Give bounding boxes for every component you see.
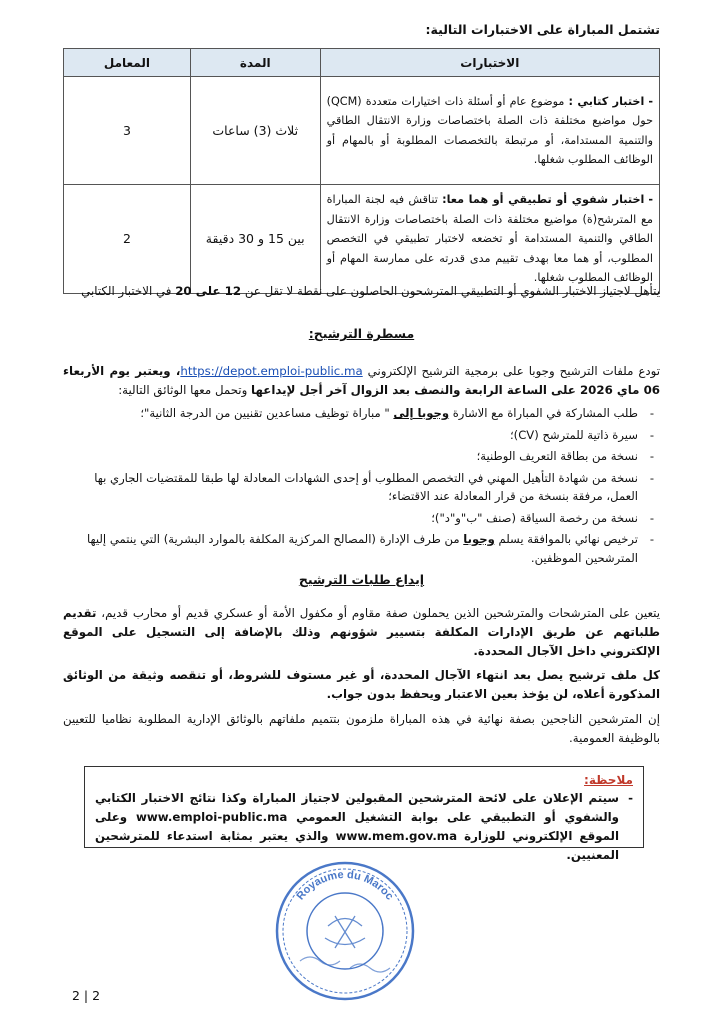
stamp-text: Royaume du Maroc (294, 868, 396, 903)
emploi-public-site[interactable]: www.emploi-public.ma (135, 810, 288, 824)
list-item: - نسخة من بطاقة التعريف الوطنية؛ (63, 447, 660, 466)
table-row (64, 185, 660, 294)
list-item: - نسخة من شهادة التأهيل المهني في التخصص المطلوب أو إحدى الشهادات المعادلة لها طبقا للمقتضيات الجاري بها العمل، مرفقة بنسخة من قرار المعادلة عند الاقتضاء؛ (63, 469, 660, 506)
submission-heading: إيداع طلبات الترشيح (298, 572, 425, 587)
written-exam-cell: -اختبار كتابي : موضوع عام أو أسئلة ذات اختيارات متعددة (QCM) حول مواضيع مختلفة ذات الصلة باختصاصات وزارة الانتقال الطاقي والتنمية المستدامة، أو مرتبطة بالتخصصات المطلوبة أو بالمهام أو الوظائف المطلوب شغلها. (320, 77, 659, 185)
qualifying-score: 12 على 20 (175, 284, 242, 298)
list-item: - نسخة من رخصة السياقة (صنف "ب"و"د")؛ (63, 509, 660, 528)
submission-paragraph-2: كل ملف ترشيح يصل بعد انتهاء الآجال المحددة، أو غير مستوف للشروط، أو تنقصه وثيقة من الوثائق المذكورة أعلاه، لن يؤخذ بعين الاعتبار ويحفظ بدون جواب. (63, 668, 660, 701)
header-exams: الاختبارات (320, 49, 659, 77)
exams-table (63, 48, 660, 294)
required-documents-list (63, 404, 660, 570)
oral-exam-duration: بين 15 و 30 دقيقة (190, 185, 320, 294)
header-duration: المدة (190, 49, 320, 77)
oral-exam-coefficient: 2 (64, 185, 191, 294)
header-coefficient: المعامل (64, 49, 191, 77)
note-text: - سيتم الإعلان على لائحة المترشحين المقبولين لاجتياز المباراة وكذا نتائج الاختبار الكتابي والشفوي أو التطبيقي على بوابة التشغيل العمومي www.emploi-public.ma وعلى الموقع الإلكتروني للوزارة www.mem.gov.ma والذي يعتبر بمثابة استدعاء للمترشحين المعنيين. (95, 789, 633, 865)
table-row (64, 77, 660, 185)
submission-paragraph-3: إن المترشحين الناجحين بصفة نهائية في هذه المباراة ملزمون بتتميم ملفاتهم بالوثائق الإدارية المطلوبة نظاميا للتعيين بالوظيفة العمومية. (63, 712, 660, 745)
submission-paragraph-1: يتعين على المترشحات والمترشحين الذين يحملون صفة مقاوم أو مكفول الأمة أو عسكري قديم أو محارب قديم، تقديم طلباتهم عن طريق الإدارات المكلفة بتسيير شؤونهم وذلك بالإضافة إلى التسجيل على الموقع الإلكتروني داخل الآجال المحددة. (63, 606, 660, 658)
list-item: - ترخيص نهائي بالموافقة يسلم وجوبا من طرف الإدارة (المصالح المركزية المكلفة بالموارد البشرية) التي ينتمي إليها المترشحين الموظفين. (63, 530, 660, 567)
oral-exam-text: تناقش فيه لجنة المباراة مع المترشح(ة) مواضيع مختلفة ذات الصلة باختصاصات وزارة الانتقال الطاقي والتنمية المستدامة أو تخضعه لاختبار تطبيقي في التخصص المطلوب، أو هما معا بهدف تقييم مدى قدرته على ممارسة المهام أو الوظائف المطلوب شغلها. (326, 193, 653, 284)
oral-qualification-note: يتأهل لاجتياز الاختبار الشفوي أو التطبيقي المترشحون الحاصلون على نقطة لا تقل عن 12 على 20 في الاختبار الكتابي (81, 284, 660, 298)
depot-link[interactable]: https://depot.emploi-public.ma (180, 364, 363, 378)
mem-site[interactable]: www.mem.gov.ma (335, 829, 458, 843)
written-exam-text: موضوع عام أو أسئلة ذات اختيارات متعددة (QCM) حول مواضيع مختلفة ذات الصلة باختصاصات وزارة الانتقال الطاقي والتنمية المستدامة، أو مرتبطة بالتخصصات المطلوبة أو بالمهام أو الوظائف المطلوب شغلها. (326, 94, 653, 166)
note-title: ملاحظة: (584, 773, 633, 787)
procedure-paragraph: تودع ملفات الترشيح وجوبا على برمجية الترشيح الإلكتروني https://depot.emploi-public.ma، ويعتبر يوم الأربعاء 06 ماي 2026 على الساعة الرابعة والنصف بعد الزوال آخر أجل لإيداعها وتحمل معها الوثائق التالية: (63, 364, 660, 397)
written-exam-coefficient: 3 (64, 77, 191, 185)
oral-exam-title: اختبار شفوي أو تطبيقي أو هما معا: (442, 193, 645, 206)
written-exam-duration: ثلاث (3) ساعات (190, 77, 320, 185)
note-box (84, 766, 644, 862)
page-number: 2 | 2 (72, 988, 101, 1003)
official-stamp-icon (270, 856, 420, 1006)
exams-intro: تشتمل المباراة على الاختبارات التالية: (425, 22, 660, 37)
procedure-heading: مسطرة الترشيح: (308, 326, 415, 341)
list-item: - سيرة ذاتية للمترشح (CV)؛ (63, 426, 660, 445)
oral-exam-cell: -اختبار شفوي أو تطبيقي أو هما معا: تناقش فيه لجنة المباراة مع المترشح(ة) مواضيع مختلفة ذات الصلة باختصاصات وزارة الانتقال الطاقي والتنمية المستدامة أو تخضعه لاختبار تطبيقي في التخصص المطلوب، أو هما معا بهدف تقييم مدى قدرته على ممارسة المهام أو الوظائف المطلوب شغلها. (320, 185, 659, 294)
deadline-text: ، ويعتبر يوم الأربعاء 06 ماي 2026 على الساعة الرابعة والنصف بعد الزوال آخر أجل لإيداعها (63, 364, 660, 397)
written-exam-title: اختبار كتابي : (568, 94, 645, 108)
list-item: - طلب المشاركة في المباراة مع الاشارة وجوبا إلى " مباراة توظيف مساعدين تقنيين من الدرجة الثانية"؛ (63, 404, 660, 423)
table-header-row (64, 49, 660, 77)
